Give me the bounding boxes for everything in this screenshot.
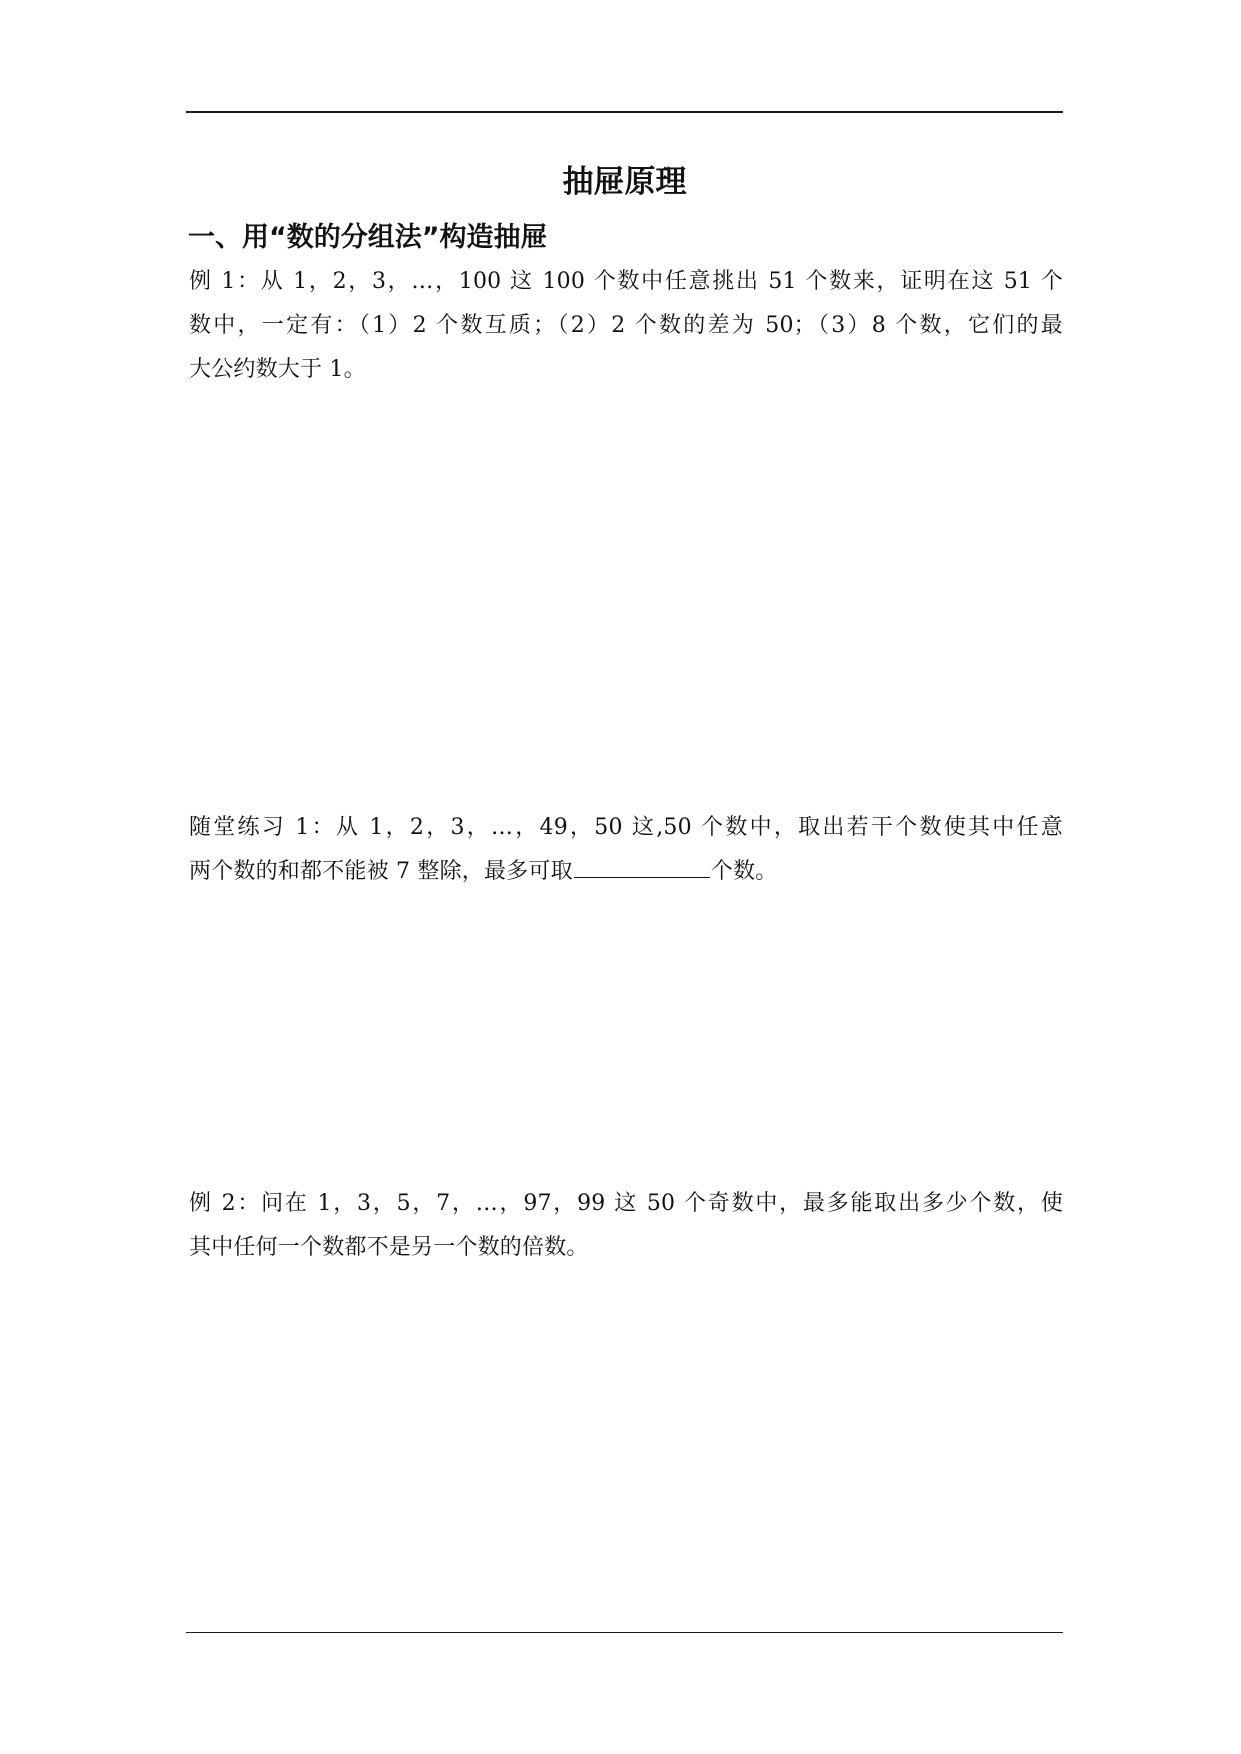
example-1-line-2: 数中，一定有：（1）2 个数互质；（2）2 个数的差为 50；（3）8 个数，它们的最 [189, 313, 1063, 338]
answer-blank[interactable] [574, 851, 710, 878]
practice-1 [189, 806, 1063, 894]
example-1-line-1: 例 1：从 1，2，3，…，100 这 100 个数中任意挑出 51 个数来，证明在这 51 个 [189, 269, 1063, 294]
practice-1-line-2 [189, 850, 1063, 894]
page-title: 抽屉原理 [562, 164, 687, 200]
section-heading: 一、用“数的分组法”构造抽屉 [188, 222, 548, 253]
example-1 [189, 260, 1063, 392]
example-2 [189, 1182, 1063, 1270]
practice-1-text-before-blank: 两个数的和都不能被 7 整除，最多可取 [189, 859, 573, 884]
practice-1-line-1: 随堂练习 1：从 1，2，3，…，49，50 这,50 个数中，取出若干个数使其中任意 [189, 815, 1063, 840]
example-2-line-2: 其中任何一个数都不是另一个数的倍数。 [189, 1235, 589, 1260]
example-1-line-3: 大公约数大于 1。 [189, 357, 366, 382]
example-2-line-1: 例 2：问在 1，3，5，7，…，97，99 这 50 个奇数中，最多能取出多少个数，使 [189, 1191, 1063, 1216]
footer-rule [186, 1632, 1063, 1633]
practice-1-text-after-blank: 个数。 [710, 859, 778, 884]
header-rule [186, 111, 1063, 113]
